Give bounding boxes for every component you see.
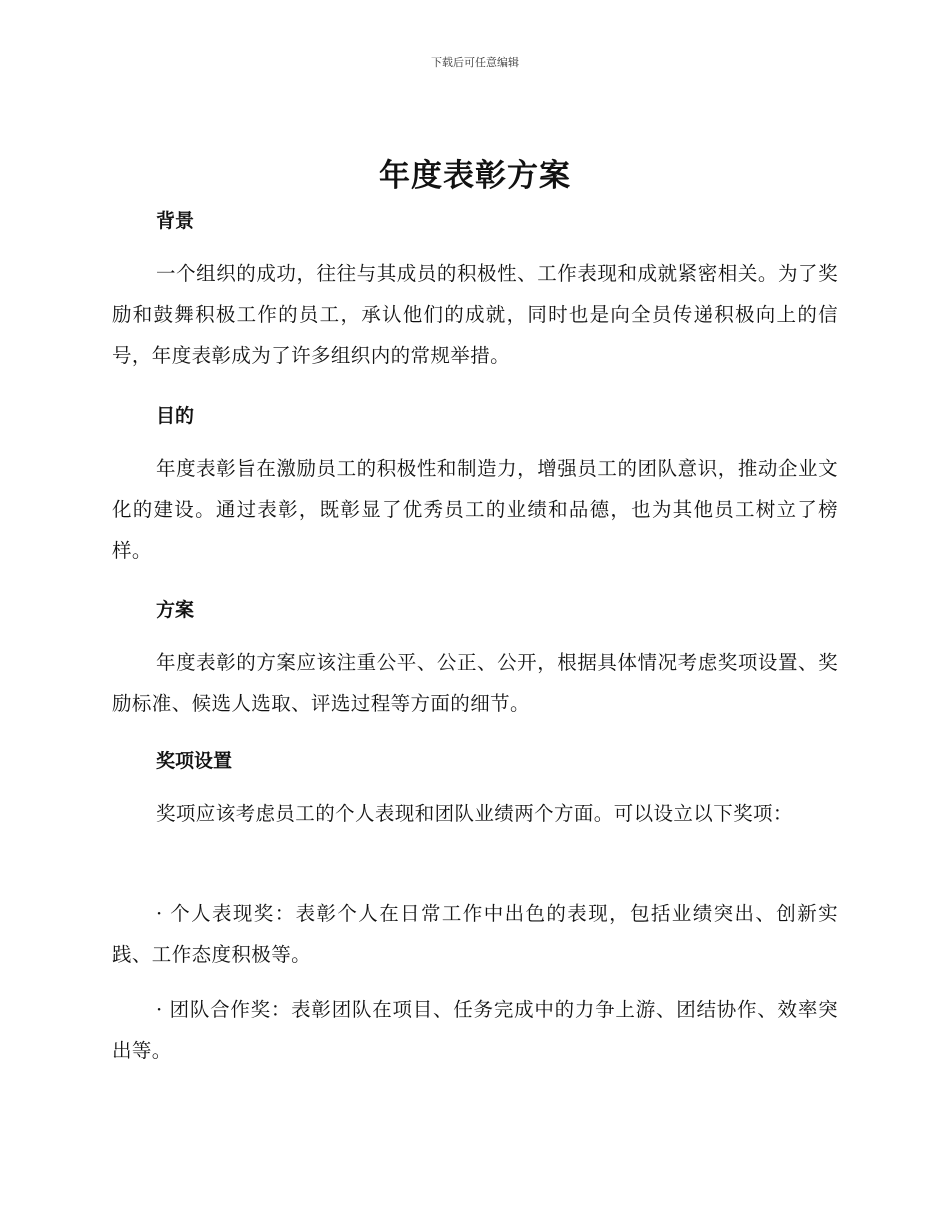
document-title: 年度表彰方案 [379,158,571,194]
section-heading-purpose: 目的 [156,405,195,427]
section-paragraph-purpose: 年度表彰旨在激励员工的积极性和制造力，增强员工的团队意识，推动企业文化的建设。通过表彰，既彰显了优秀员工的业绩和品德，也为其他员工树立了榜样。 [112,457,838,562]
award-item-team: · 团队合作奖：表彰团队在项目、任务完成中的力争上游、团结协作、效率突出等。 [112,998,838,1062]
section-heading-awards: 奖项设置 [156,750,233,772]
award-item-individual: · 个人表现奖：表彰个人在日常工作中出色的表现，包括业绩突出、创新实践、工作态度积极等。 [112,902,838,966]
header-note: 下载后可任意编辑 [431,56,519,69]
section-paragraph-awards-intro: 奖项应该考虑员工的个人表现和团队业绩两个方面。可以设立以下奖项： [156,802,793,825]
section-heading-background: 背景 [156,210,195,232]
section-paragraph-plan: 年度表彰的方案应该注重公平、公正、公开，根据具体情况考虑奖项设置、奖励标准、候选人选取、评选过程等方面的细节。 [112,651,838,715]
section-paragraph-background: 一个组织的成功，往往与其成员的积极性、工作表现和成就紧密相关。为了奖励和鼓舞积极工作的员工，承认他们的成就，同时也是向全员传递积极向上的信号，年度表彰成为了许多组织内的常规举措。 [112,262,838,367]
section-heading-plan: 方案 [156,599,195,621]
